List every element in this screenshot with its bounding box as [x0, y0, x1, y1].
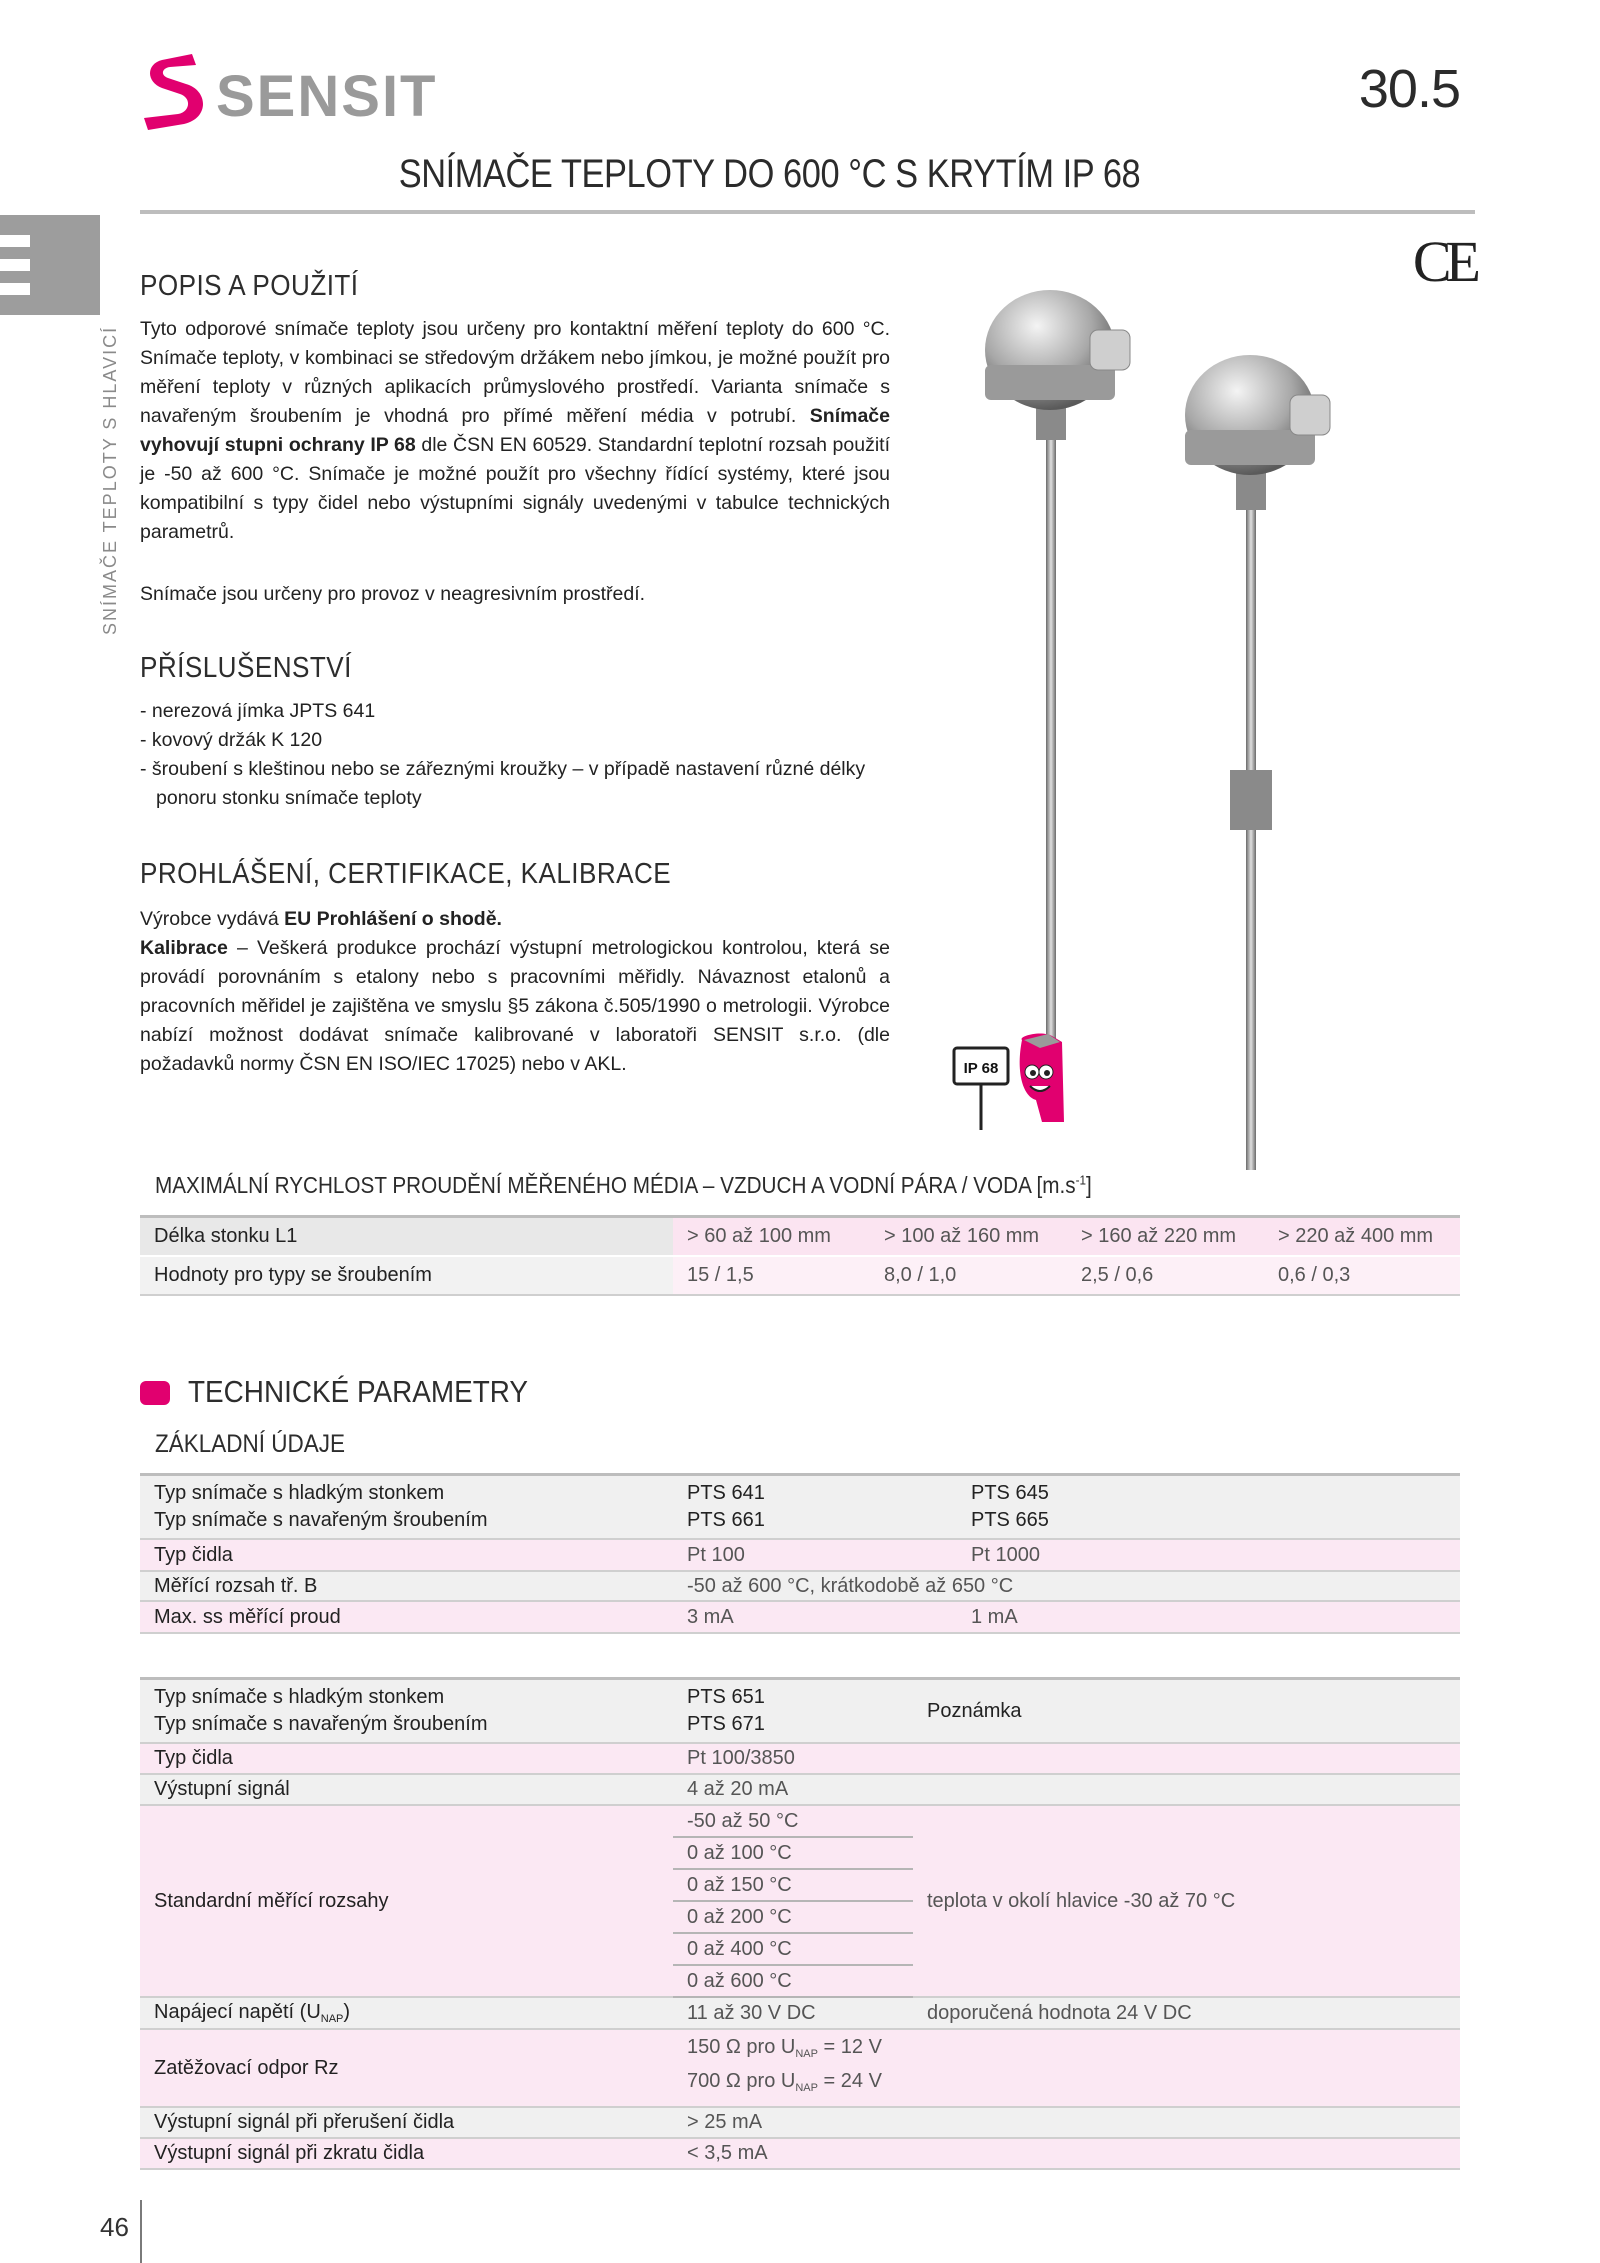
table-cell: > 100 až 160 mm	[870, 1217, 1067, 1257]
table-cell: Zatěžovací odpor Rz	[140, 2029, 673, 2107]
heading-prislusenstvi: PŘÍSLUŠENSTVÍ	[140, 652, 352, 684]
page-title: SNÍMAČE TEPLOTY DO 600 °C S KRYTÍM IP 68	[398, 152, 1140, 196]
table-cell: 150 Ω pro $U_{NAP} = 12$ V 700 Ω pro $U_{NAP} = 24$ V	[673, 2029, 913, 2107]
table-cell: doporučená hodnota 24 V DC	[913, 1997, 1460, 2029]
table-cell: 11 až 30 V DC	[673, 1997, 913, 2029]
table-cell: 4 až 20 mA	[673, 1774, 913, 1805]
table-cell: 2,5 / 0,6	[1067, 1256, 1264, 1295]
table-row	[140, 1774, 1460, 1805]
table-cell: PTS 641 PTS 661	[673, 1475, 957, 1540]
table-cell: Typ čidla	[140, 1743, 673, 1774]
page-number: 46	[100, 2212, 129, 2242]
ip68-badge	[952, 1030, 1082, 1130]
table-cell: > 25 mA	[673, 2107, 913, 2138]
footer-rule	[140, 2200, 142, 2263]
table-cell: Poznámka	[913, 1679, 1460, 1744]
table-cell: Výstupní signál	[140, 1774, 673, 1805]
title-divider	[140, 210, 1475, 214]
prohlaseni-paragraph: Výrobce vydává EU Prohlášení o shodě. Kalibrace – Veškerá produkce prochází výstupní metrologickou kontrolou, která se provádí porovnáním s etalony nebo s pracovními měřidly. Návaznost etalonů a pracovních měřidel je zajištěna ve smyslu §5 zákona č.505/1990 o metrologii. Výrobce nabízí možnost dodávat snímače kalibrované v laboratoři SENSIT s.r.o. (dle požadavků normy ČSN EN ISO/IEC 17025) nebo v AKL.	[140, 908, 891, 1075]
table-cell: > 160 až 220 mm	[1067, 1217, 1264, 1257]
sensit-logo	[140, 52, 440, 132]
table-row	[140, 1571, 1460, 1601]
table-cell: Standardní měřící rozsahy	[140, 1805, 673, 1997]
table-cell	[913, 2029, 1460, 2107]
table-cell: Pt 1000	[957, 1539, 1460, 1571]
table-row	[140, 1475, 1460, 1540]
table-cell: < 3,5 mA	[673, 2138, 913, 2169]
table-cell: 0,6 / 0,3	[1264, 1256, 1460, 1295]
table-row	[140, 2138, 1460, 2169]
table-cell: Typ snímače s hladkým stonkem Typ snímače s navařeným šroubením	[140, 1475, 673, 1540]
list-item: - šroubení s kleštinou nebo se zářeznými kroužky – v případě nastavení různé délky	[140, 758, 866, 780]
svg-text:IP 68: IP 68	[963, 1060, 999, 1077]
table-cell	[913, 1774, 1460, 1805]
table-cell: PTS 645 PTS 665	[957, 1475, 1460, 1540]
ce-mark: CE	[1412, 229, 1475, 294]
table-row	[140, 1997, 1460, 2029]
heading-technicke-parametry: TECHNICKÉ PARAMETRY	[188, 1374, 529, 1409]
table-cell: Napájecí napětí $(U_{NAP})$	[140, 1997, 673, 2029]
table-row	[140, 1679, 1460, 1744]
table-cell	[913, 2138, 1460, 2169]
accessories-list	[140, 697, 900, 813]
table-cell: Měřící rozsah tř. B	[140, 1571, 673, 1601]
table-cell: PTS 651 PTS 671	[673, 1679, 913, 1744]
table-cell: teplota v okolí hlavice -30 až 70 °C	[913, 1805, 1460, 1997]
table-cell: Typ snímače s hladkým stonkem Typ snímače s navařeným šroubením	[140, 1679, 673, 1744]
table-row	[140, 2029, 1460, 2107]
table-cell: 3 mA	[673, 1601, 957, 1633]
list-item: - kovový držák K 120	[140, 729, 323, 751]
table-cell: Délka stonku L1	[140, 1217, 673, 1257]
table-cell: -50 až 50 °C	[673, 1805, 913, 1837]
side-tab-icon	[0, 215, 100, 315]
table-cell: > 220 až 400 mm	[1264, 1217, 1460, 1257]
section-bullet-icon	[140, 1381, 170, 1405]
table-row	[140, 1805, 1460, 1837]
table-cell: Typ čidla	[140, 1539, 673, 1571]
table-cell: 15 / 1,5	[673, 1256, 870, 1295]
table-cell: Max. ss měřící proud	[140, 1601, 673, 1633]
table-cell: Hodnoty pro typy se šroubením	[140, 1256, 673, 1295]
table-cell: 0 až 600 °C	[673, 1965, 913, 1997]
table-row	[140, 1743, 1460, 1774]
basic-params-table-1	[140, 1473, 1460, 1634]
list-item: ponoru stonku snímače teploty	[156, 787, 422, 809]
popis-paragraph-2: Snímače jsou určeny pro provoz v neagresivním prostředí.	[140, 583, 646, 605]
table-cell: 0 až 100 °C	[673, 1837, 913, 1869]
list-item: - nerezová jímka JPTS 641	[140, 700, 376, 722]
table-row	[140, 1539, 1460, 1571]
table-cell: 0 až 400 °C	[673, 1933, 913, 1965]
flow-speed-table	[140, 1215, 1460, 1296]
table-row	[140, 1256, 1460, 1295]
table-cell: 1 mA	[957, 1601, 1460, 1633]
table-cell: -50 až 600 °C, krátkodobě až 650 °C	[673, 1571, 1460, 1601]
table-row	[140, 2107, 1460, 2138]
table-cell: > 60 až 100 mm	[673, 1217, 870, 1257]
heading-prohlaseni: PROHLÁŠENÍ, CERTIFIKACE, KALIBRACE	[140, 858, 672, 890]
table-cell: Pt 100	[673, 1539, 957, 1571]
table-row	[140, 1217, 1460, 1257]
table-cell: 0 až 200 °C	[673, 1901, 913, 1933]
table-cell: Výstupní signál při zkratu čidla	[140, 2138, 673, 2169]
table-cell	[913, 1743, 1460, 1774]
heading-zakladni-udaje: ZÁKLADNÍ ÚDAJE	[155, 1430, 346, 1458]
table-row	[140, 1601, 1460, 1633]
table-cell: 0 až 150 °C	[673, 1869, 913, 1901]
popis-paragraph: Tyto odporové snímače teploty jsou určeny pro kontaktní měření teploty do 600 °C. Snímače teploty, v kombinaci se středovým držákem nebo jímkou, je možné použít pro měření teploty v různých aplikacích průmyslového prostředí. Varianta snímače s navařeným šroubením je vhodná pro přímé měření média v potrubí. Snímače vyhovují stupni ochrany IP 68 dle ČSN EN 60529. Standardní teplotní rozsah použití je -50 až 600 °C. Snímače je možné použít pro všechny řídící systémy, které jsou kompatibilní s typy čidel nebo výstupními signály uvedenými v tabulce technických parametrů.	[140, 318, 890, 543]
table-cell: 8,0 / 1,0	[870, 1256, 1067, 1295]
table-cell: Výstupní signál při přerušení čidla	[140, 2107, 673, 2138]
table-cell: Pt 100/3850	[673, 1743, 913, 1774]
brand-name: SENSIT	[216, 64, 438, 129]
flow-table-title: MAXIMÁLNÍ RYCHLOST PROUDĚNÍ MĚŘENÉHO MÉDIA – VZDUCH A VODNÍ PÁRA / VODA $[m.s^{-1}]$	[155, 1172, 1092, 1198]
table-cell	[913, 2107, 1460, 2138]
page-code: 30.5	[1358, 59, 1460, 119]
basic-params-table-2	[140, 1677, 1460, 2170]
heading-popis: POPIS A POUŽITÍ	[140, 270, 359, 302]
